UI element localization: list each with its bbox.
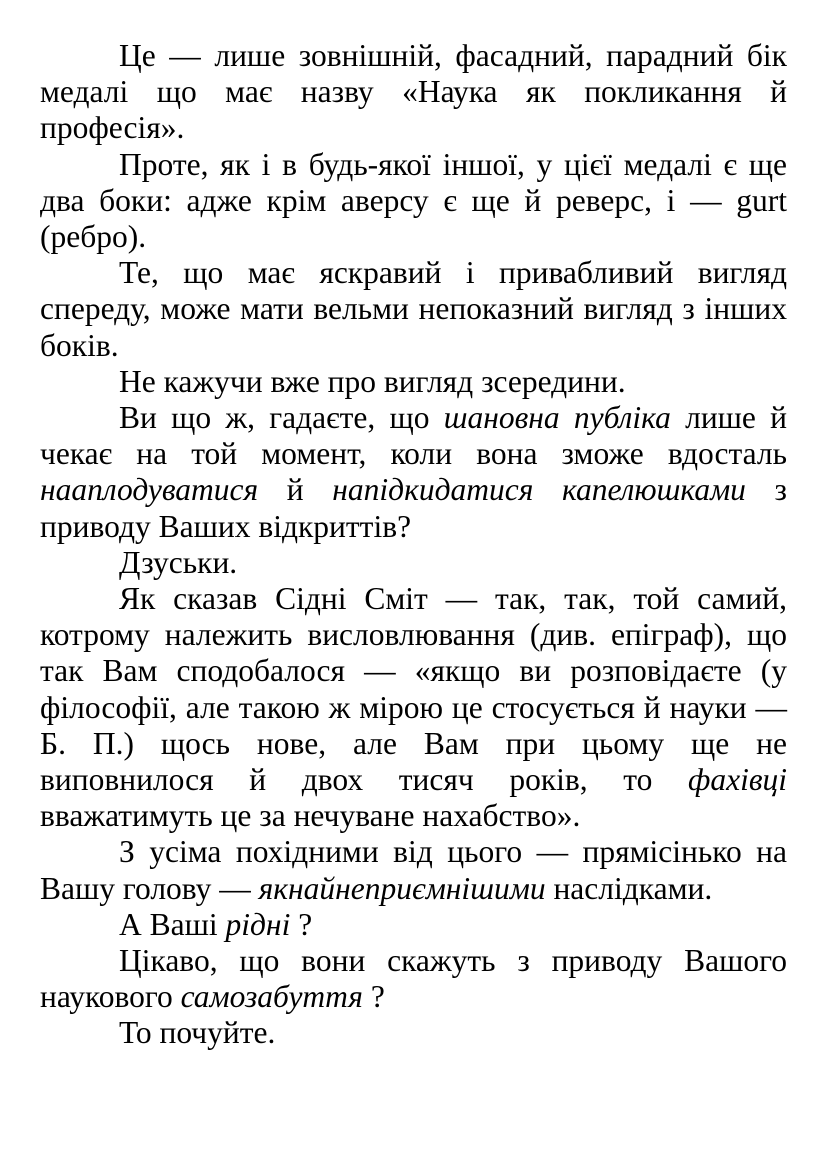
italic-phrase: шановна публіка bbox=[443, 400, 671, 436]
paragraph-text: Те, що має яскравий і привабливий вигляд спереду, може мати вельми непоказний вигляд з інших боків. bbox=[40, 255, 787, 363]
paragraph-relatives bbox=[40, 907, 787, 943]
paragraph-text: Проте, як і в будь-якої іншої, у цієї медалі є ще два боки: адже крім аверсу є ще й реверс, і — gurt (ребро). bbox=[40, 146, 787, 255]
paragraph-public bbox=[40, 400, 787, 545]
italic-phrase: рідні bbox=[225, 906, 291, 942]
italic-phrase: якнайнеприємнішими bbox=[258, 870, 546, 906]
paragraph-medal-sides bbox=[40, 147, 787, 256]
paragraph-sydney-smith bbox=[40, 581, 787, 834]
paragraph-text: Це — лише зовнішній, фасадний, парадний бік медалі що має назву «Наука як покликання й професія». bbox=[40, 38, 787, 146]
italic-phrase: нааплодуватися bbox=[40, 472, 259, 508]
paragraph-text: ? bbox=[362, 979, 385, 1015]
paragraph-text: ? bbox=[290, 906, 313, 942]
paragraph-text: Не кажучи вже про вигляд зсередини. bbox=[119, 363, 626, 399]
paragraph-consequences bbox=[40, 834, 787, 906]
paragraph-dzusky bbox=[40, 545, 787, 581]
paragraph-text: Як сказав Сідні Сміт — так, так, той самий, котрому належить висловлювання (див. епіграф), що так Вам сподобалося — «якщо ви розповідаєте (у філософії, але такою ж мірою це стосується й науки — Б. П.) щось нове, але Вам при цьому ще не виповнилося й двох тисяч років, то bbox=[40, 581, 787, 798]
paragraph-text: з приводу Ваших відкриттів? bbox=[40, 472, 788, 544]
paragraph-text: З усіма похідними від цього — прямісінько на Вашу голову — bbox=[40, 834, 787, 906]
paragraph-text: лише й чекає на той момент, коли вона зможе вдосталь bbox=[40, 400, 787, 472]
paragraph-facade bbox=[40, 38, 787, 147]
paragraph-text: вважатимуть це за нечуване нахабство». bbox=[40, 798, 581, 834]
document-page bbox=[40, 38, 787, 1052]
paragraph-text: То почуйте. bbox=[119, 1015, 276, 1051]
italic-phrase: фахівці bbox=[687, 762, 787, 798]
paragraph-text: А Ваші bbox=[119, 906, 226, 942]
italic-phrase: напідкидатися капелюшками bbox=[332, 472, 746, 508]
italic-phrase: самозабуття bbox=[180, 979, 363, 1015]
paragraph-inside bbox=[40, 364, 787, 400]
paragraph-text: Дзуськи. bbox=[119, 544, 238, 580]
paragraph-appearance bbox=[40, 255, 787, 364]
paragraph-text: Ви що ж, гадаєте, що bbox=[119, 400, 444, 436]
paragraph-listen bbox=[40, 1015, 787, 1051]
paragraph-self-oblivion bbox=[40, 943, 787, 1015]
paragraph-text: й bbox=[258, 472, 333, 508]
paragraph-text: наслідками. bbox=[545, 870, 713, 906]
paragraph-text: Цікаво, що вони скажуть з приводу Вашого наукового bbox=[40, 943, 787, 1015]
